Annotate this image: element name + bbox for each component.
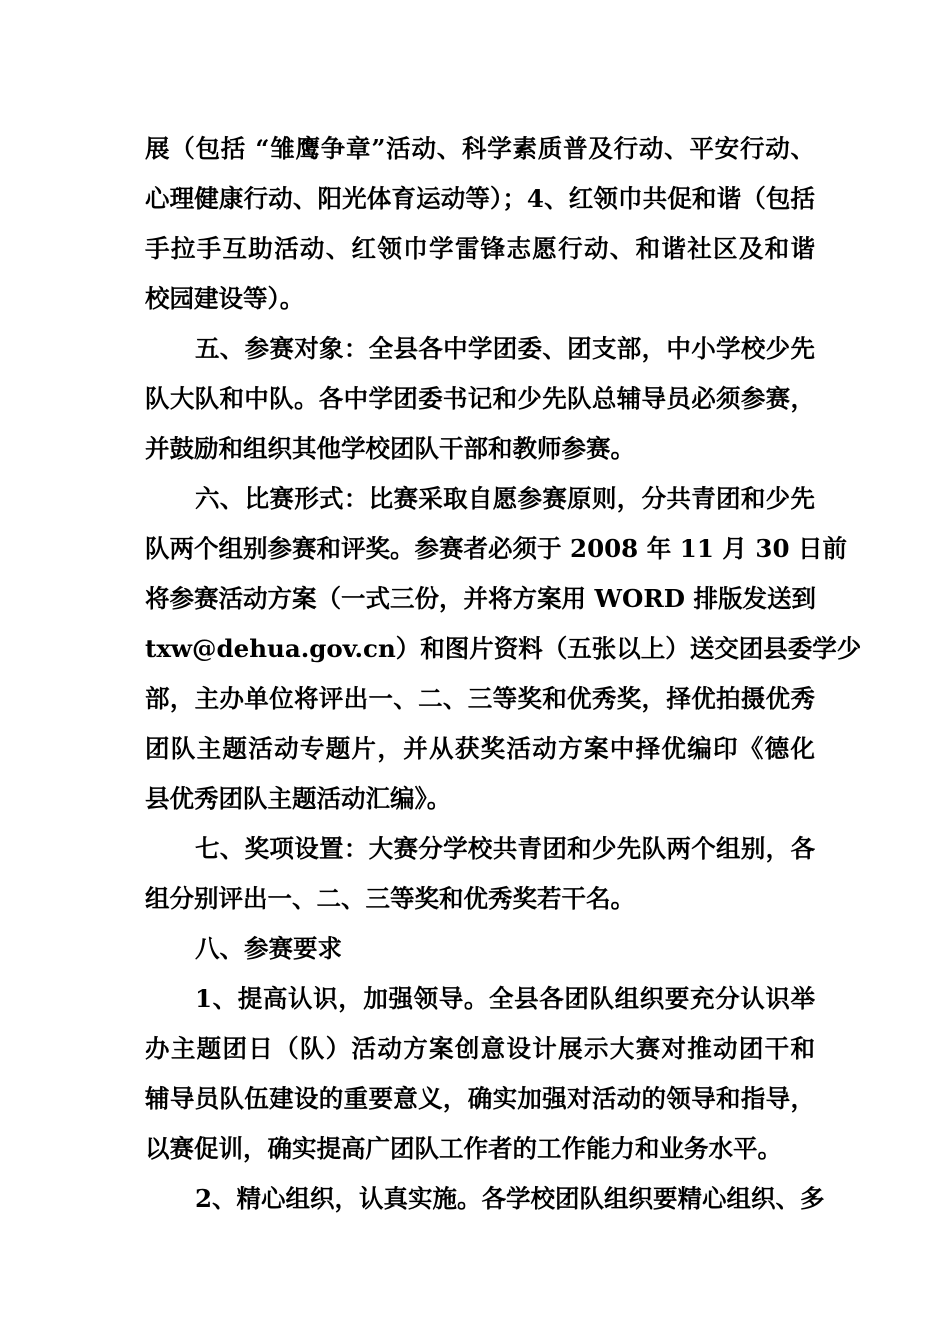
- text-line: 将参赛活动方案（一式三份，并将方案用 WORD 排版发送到: [145, 584, 817, 613]
- text-line: 并鼓励和组织其他学校团队干部和教师参赛。: [145, 434, 635, 463]
- text-line: 办主题团日（队）活动方案创意设计展示大赛对推动团干和: [145, 1034, 815, 1063]
- text-line: 团队主题活动专题片，并从获奖活动方案中择优编印《德化: [145, 734, 815, 763]
- text-line: 校园建设等）。: [145, 284, 305, 313]
- text-line: 展（包括 “雏鹰争章”活动、科学素质普及行动、平安行动、: [145, 134, 815, 163]
- section-heading-line: 五、参赛对象：全县各中学团委、团支部，中小学校少先: [195, 334, 815, 363]
- text-line: 以赛促训，确实提高广团队工作者的工作能力和业务水平。: [145, 1134, 782, 1163]
- text-line: 心理健康行动、阳光体育运动等）；4、红领巾共促和谐（包括: [145, 184, 815, 213]
- text-line: 手拉手互助活动、红领巾学雷锋志愿行动、和谐社区及和谐: [145, 234, 815, 263]
- document-body: [145, 124, 862, 1224]
- list-item-line: 1、提高认识，加强领导。全县各团队组织要充分认识举: [195, 984, 815, 1013]
- text-line: 队两个组别参赛和评奖。参赛者必须于 2008 年 11 月 30 日前: [145, 534, 848, 563]
- text-line: 组分别评出一、二、三等奖和优秀奖若干名。: [145, 884, 635, 913]
- list-item-line: 2、精心组织，认真实施。各学校团队组织要精心组织、多: [195, 1184, 825, 1213]
- text-line: 队大队和中队。各中学团委书记和少先队总辅导员必须参赛，: [145, 384, 815, 413]
- section-heading-line: 六、比赛形式：比赛采取自愿参赛原则，分共青团和少先: [195, 484, 815, 513]
- text-line: 县优秀团队主题活动汇编》。: [145, 784, 452, 813]
- text-line: 部，主办单位将评出一、二、三等奖和优秀奖，择优拍摄优秀: [145, 684, 815, 713]
- section-heading-line: 八、参赛要求: [195, 934, 342, 963]
- text-line: txw@dehua.gov.cn）和图片资料（五张以上）送交团县委学少: [145, 634, 862, 663]
- text-line: 辅导员队伍建设的重要意义，确实加强对活动的领导和指导，: [145, 1084, 815, 1113]
- section-heading-line: 七、奖项设置：大赛分学校共青团和少先队两个组别，各: [195, 834, 815, 863]
